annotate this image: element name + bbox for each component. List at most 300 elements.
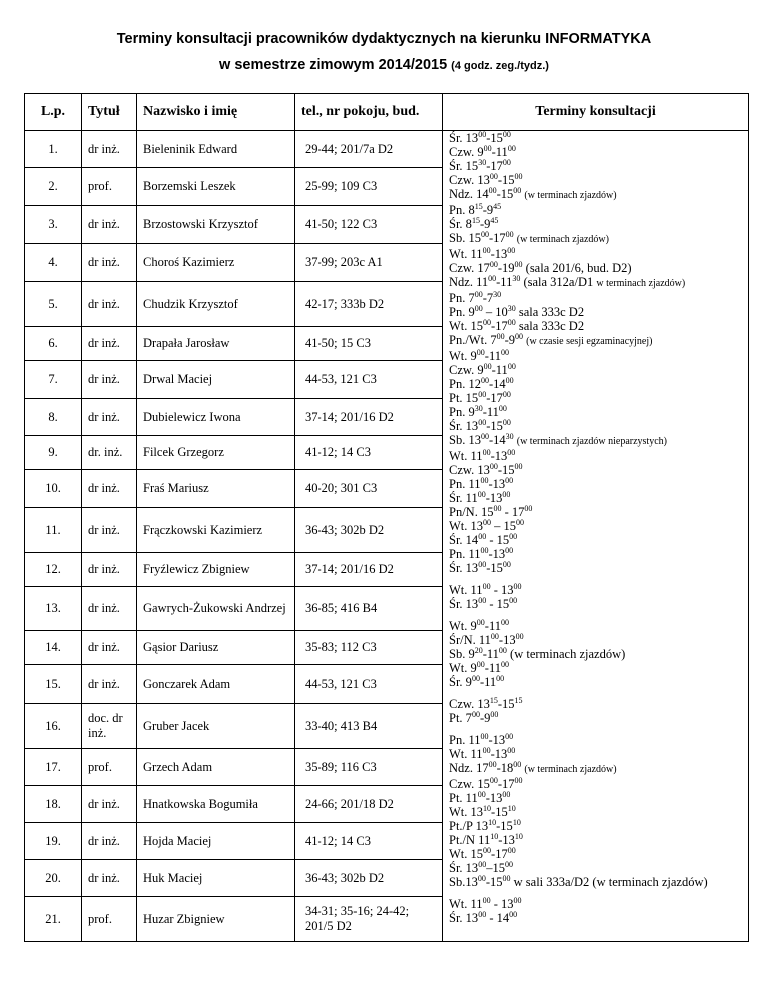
consultation-text: Pn. 11 [449,547,481,561]
consultation-text: Pn. 9 [449,305,475,319]
row-phone-room: 36-43; 302b D2 [295,508,443,553]
time-minutes: 10 [488,817,497,827]
row-phone-room: 44-53, 121 C3 [295,665,443,704]
consultation-text: Śr. 13 [449,861,479,875]
consultation-line [449,291,748,305]
time-minutes: 00 [513,581,522,591]
time-minutes: 00 [478,859,487,869]
time-minutes: 10 [507,803,516,813]
time-minutes: 00 [476,617,485,627]
consultation-text: (sala 201/6, bud. D2) [522,261,632,275]
consultation-text: -13 [485,791,503,805]
consultation-text: Pn. 11 [449,477,481,491]
time-minutes: 00 [513,185,522,195]
consultation-text: -9 [504,333,515,347]
consultation-line [449,377,748,391]
consultation-line [449,847,748,861]
consultation-line [449,833,748,847]
time-minutes: 00 [502,157,511,167]
consultation-text: - 13 [490,583,514,597]
consultation-text: Śr. 13 [449,911,479,925]
time-minutes: 00 [524,503,533,513]
row-phone-room: 37-14; 201/16 D2 [295,553,443,587]
consultation-text: -15 [496,819,513,833]
time-minutes: 00 [478,909,487,919]
consultation-text: -7 [482,291,494,305]
consultation-text: Czw. 13 [449,463,490,477]
time-minutes: 30 [505,431,514,441]
consultation-text: –15 [486,861,505,875]
consultation-line [449,275,748,291]
time-minutes: 00 [489,259,498,269]
time-minutes: 00 [505,375,514,385]
consultation-line [449,761,748,777]
row-title: dr inż. [82,860,137,897]
time-minutes: 00 [500,617,509,627]
time-minutes: 00 [502,389,511,399]
row-lp: 9. [25,436,82,470]
consultation-line [449,561,748,575]
row-name: Fryźlewicz Zbigniew [137,553,295,587]
consultation-line [449,533,748,547]
row-phone-room: 40-20; 301 C3 [295,470,443,508]
time-minutes: 00 [509,909,518,919]
row-title: prof. [82,168,137,206]
consultation-text: (w terminach zjazdów) [524,190,617,201]
time-minutes: 00 [507,143,516,153]
time-minutes: 15 [489,695,498,705]
time-minutes: 00 [483,517,492,527]
time-minutes: 00 [478,559,487,569]
time-minutes: 00 [498,645,507,655]
row-phone-room: 24-66; 201/18 D2 [295,786,443,823]
consultation-text: sala 333c D2 [515,319,585,333]
consultation-text: -9 [482,203,494,217]
row-lp: 6. [25,327,82,361]
header-consultation-terms: Terminy konsultacji [443,94,749,131]
consultation-line [449,217,748,231]
time-minutes: 00 [507,447,516,457]
consultation-text: Pn./Wt. 7 [449,333,497,347]
time-minutes: 15 [514,695,523,705]
consultation-text: -15 [497,697,515,711]
row-title: dr. inż. [82,436,137,470]
consultation-text: w sali 333a/D2 (w terminach zjazdów) [510,875,708,889]
row-phone-room: 34-31; 35-16; 24-42; 201/5 D2 [295,897,443,942]
time-minutes: 00 [489,775,498,785]
time-minutes: 00 [477,789,486,799]
time-minutes: 00 [478,531,487,541]
consultation-line [449,319,748,333]
consultation-line [449,305,748,319]
header-phone-room: tel., nr pokoju, bud. [295,94,443,131]
row-name: Dubielewicz Iwona [137,399,295,436]
time-minutes: 15 [471,215,480,225]
time-minutes: 00 [513,895,522,905]
consultation-line [449,547,748,561]
time-minutes: 15 [474,201,483,211]
time-minutes: 00 [490,709,499,719]
row-phone-room: 41-12; 14 C3 [295,436,443,470]
consultation-text: - 15 [486,597,510,611]
consultation-text: -15 [491,805,508,819]
time-minutes: 00 [471,709,480,719]
time-minutes: 00 [480,731,489,741]
consultation-line [449,711,748,725]
time-minutes: 00 [496,673,505,683]
consultation-text: -15 [496,187,514,201]
consultation-line [449,405,748,419]
consultation-text: Wt. 11 [449,747,483,761]
time-minutes: 00 [507,745,516,755]
row-lp: 10. [25,470,82,508]
row-phone-room: 42-17; 333b D2 [295,282,443,327]
row-lp: 16. [25,704,82,749]
consultation-text: -13 [488,547,506,561]
consultation-text: -9 [479,711,491,725]
consultation-line [449,349,748,363]
time-minutes: 00 [509,595,518,605]
consultation-text: -11 [491,363,508,377]
consultation-line [449,575,748,583]
row-title: dr inż. [82,361,137,399]
time-minutes: 00 [516,517,525,527]
row-name: Huk Maciej [137,860,295,897]
row-phone-room: 37-14; 201/16 D2 [295,399,443,436]
consultation-text: Śr. 13 [449,131,479,145]
row-name: Grzech Adam [137,749,295,786]
row-lp: 17. [25,749,82,786]
consultation-text: Czw. 9 [449,145,484,159]
row-name: Huzar Zbigniew [137,897,295,942]
consultation-text: Wt. 11 [449,247,483,261]
consultation-text: (w terminach zjazdów) [524,764,617,775]
time-minutes: 00 [502,129,511,139]
header-name: Nazwisko i imię [137,94,295,131]
time-minutes: 00 [477,873,486,883]
consultation-line [449,791,748,805]
consultation-text: -15 [485,875,503,889]
consultation-text: -13 [498,633,516,647]
row-title: prof. [82,897,137,942]
consultation-text: - 17 [501,505,525,519]
consultation-text: -13 [498,833,515,847]
row-title: dr inż. [82,399,137,436]
consultation-text: Czw. 9 [449,363,484,377]
time-minutes: 00 [474,303,483,313]
row-phone-room: 41-50; 122 C3 [295,206,443,244]
consultation-text: Wt. 15 [449,847,484,861]
row-lp: 13. [25,587,82,631]
consultation-text: sala 333c D2 [515,305,585,319]
time-minutes: 00 [502,873,511,883]
time-minutes: 30 [478,157,487,167]
row-name: Choroś Kazimierz [137,244,295,282]
row-name: Gawrych-Żukowski Andrzej [137,587,295,631]
time-minutes: 00 [500,347,509,357]
consultation-text: -15 [486,561,503,575]
consultation-text: Śr. 13 [449,419,479,433]
time-minutes: 00 [513,759,522,769]
consultation-text: Śr. 11 [449,491,478,505]
time-minutes: 00 [478,129,487,139]
consultation-line [449,675,748,689]
consultation-text: Pt./N 11 [449,833,491,847]
consultation-text: Pn. 11 [449,733,481,747]
consultation-text: – 15 [491,519,517,533]
semester-label: w semestrze zimowym 2014/2015 [219,57,448,73]
time-minutes: 00 [488,759,497,769]
consultation-text: -17 [491,319,508,333]
consultation-text: -13 [485,491,503,505]
consultation-text: Pn. 7 [449,291,475,305]
row-lp: 5. [25,282,82,327]
row-name: Drwal Maciej [137,361,295,399]
row-lp: 11. [25,508,82,553]
row-phone-room: 41-12; 14 C3 [295,823,443,860]
row-title: dr inż. [82,206,137,244]
time-minutes: 00 [514,461,523,471]
row-name: Hojda Maciej [137,823,295,860]
consultation-text: -14 [488,433,506,447]
row-name: Gruber Jacek [137,704,295,749]
consultation-text: Pt. 15 [449,391,479,405]
time-minutes: 00 [482,895,491,905]
row-lp: 15. [25,665,82,704]
row-phone-room: 25-99; 109 C3 [295,168,443,206]
consultation-line [449,519,748,533]
consultation-text: -15 [497,173,515,187]
time-minutes: 00 [505,731,514,741]
row-phone-room: 44-53, 121 C3 [295,361,443,399]
row-title: dr inż. [82,665,137,704]
consultation-text: Wt. 11 [449,897,483,911]
consultation-text: Sb. 9 [449,647,475,661]
time-minutes: 00 [502,789,511,799]
consultation-line [449,187,748,203]
time-minutes: 00 [515,631,524,641]
row-lp: 3. [25,206,82,244]
row-phone-room: 33-40; 413 B4 [295,704,443,749]
time-minutes: 00 [502,489,511,499]
consultation-text: Sb. 15 [449,231,481,245]
consultation-text: (w czasie sesji egzaminacyjnej) [526,336,653,347]
consultation-text: Wt. 13 [449,519,484,533]
consultation-line [449,777,748,791]
consultation-text: -17 [488,231,506,245]
row-name: Brzostowski Krzysztof [137,206,295,244]
time-minutes: 00 [514,259,523,269]
consultation-line [449,897,748,911]
consultation-text: w terminach zjazdów) [596,278,686,289]
consultation-text: Śr. 13 [449,561,479,575]
time-minutes: 00 [488,273,497,283]
time-minutes: 00 [476,347,485,357]
time-minutes: 00 [505,229,514,239]
consultation-text: Śr/N. 11 [449,633,491,647]
time-minutes: 00 [476,659,485,669]
hours-note: (4 godz. zeg./tydz.) [451,60,549,72]
header-lp: L.p. [25,94,82,131]
consultation-text: Pn. 8 [449,203,475,217]
consultation-text: Pt. 11 [449,791,478,805]
row-title: dr inż. [82,786,137,823]
consultation-text: -15 [486,131,503,145]
time-minutes: 00 [482,245,491,255]
consultation-text: -11 [484,349,501,363]
time-minutes: 00 [515,331,523,341]
row-lp: 4. [25,244,82,282]
row-name: Gąsior Dariusz [137,631,295,665]
row-lp: 2. [25,168,82,206]
time-minutes: 20 [474,645,483,655]
consultation-line [449,131,748,145]
document-title: Terminy konsultacji pracowników dydaktycznych na kierunku INFORMATYKA [116,31,652,47]
time-minutes: 00 [471,673,480,683]
consultation-text: -17 [497,777,515,791]
time-minutes: 00 [502,559,511,569]
consultation-text: (sala 312a/D1 [520,275,597,289]
time-minutes: 00 [489,171,498,181]
consultation-text: -9 [479,217,491,231]
consultation-text: Ndz. 17 [449,761,489,775]
consultation-line [449,477,748,491]
time-minutes: 00 [496,331,505,341]
consultation-text: Czw. 13 [449,173,490,187]
row-phone-room: 36-43; 302b D2 [295,860,443,897]
consultation-line [449,661,748,675]
consultation-text: Sb.13 [449,875,478,889]
consultation-text: (w terminach zjazdów) [506,647,626,661]
row-name: Bieleninik Edward [137,131,295,168]
time-minutes: 00 [509,531,518,541]
row-title: dr inż. [82,508,137,553]
time-minutes: 00 [483,845,492,855]
time-minutes: 00 [483,317,492,327]
time-minutes: 00 [480,375,489,385]
row-name: Fraś Mariusz [137,470,295,508]
consultation-line [449,363,748,377]
time-minutes: 30 [512,273,521,283]
consultation-text: Wt. 15 [449,319,484,333]
row-name: Hnatkowska Bogumiła [137,786,295,823]
row-phone-room: 37-99; 203c A1 [295,244,443,282]
time-minutes: 30 [474,403,483,413]
consultation-line [449,391,748,405]
row-title: prof. [82,749,137,786]
consultation-line [449,611,748,619]
row-name: Drapała Jarosław [137,327,295,361]
consultation-line [449,647,748,661]
consultation-text: -13 [488,733,506,747]
consultation-text: Śr. 14 [449,533,479,547]
time-minutes: 00 [480,229,489,239]
consultation-text: -17 [491,847,508,861]
time-minutes: 00 [483,143,492,153]
time-minutes: 10 [512,817,521,827]
time-minutes: 00 [482,745,491,755]
row-title: dr inż. [82,244,137,282]
time-minutes: 00 [477,489,486,499]
row-title: dr inż. [82,553,137,587]
row-lp: 14. [25,631,82,665]
consultation-text: Pn. 9 [449,405,475,419]
consultation-line [449,333,748,349]
time-minutes: 00 [478,595,487,605]
table-header-row [25,94,749,131]
time-minutes: 10 [490,831,499,841]
consultation-text: -15 [486,419,503,433]
consultation-text: Czw. 17 [449,261,490,275]
consultation-line [449,583,748,597]
time-minutes: 00 [507,845,516,855]
consultation-text: - 13 [490,897,514,911]
consultation-text: Czw. 15 [449,777,490,791]
consultation-text: -11 [484,619,501,633]
consultation-text: -15 [497,463,515,477]
time-minutes: 30 [507,303,516,313]
row-lp: 7. [25,361,82,399]
consultation-text: -17 [486,391,503,405]
row-phone-room: 29-44; 201/7a D2 [295,131,443,168]
time-minutes: 10 [483,803,492,813]
consultation-text: Sb. 13 [449,433,481,447]
table-body [25,131,749,942]
time-minutes: 00 [480,475,489,485]
row-lp: 1. [25,131,82,168]
row-title: dr inż. [82,282,137,327]
time-minutes: 00 [480,545,489,555]
time-minutes: 00 [474,289,483,299]
consultation-text: Czw. 13 [449,697,490,711]
consultation-text: Wt. 9 [449,619,477,633]
consultation-text: Śr. 15 [449,159,479,173]
consultation-line [449,505,748,519]
consultation-text: -17 [486,159,503,173]
consultation-text: Pt. 7 [449,711,472,725]
row-phone-room: 41-50; 15 C3 [295,327,443,361]
consultation-text: -11 [484,661,501,675]
time-minutes: 00 [507,317,516,327]
time-minutes: 00 [514,775,523,785]
row-phone-room: 36-85; 416 B4 [295,587,443,631]
row-phone-room: 35-89; 116 C3 [295,749,443,786]
time-minutes: 00 [514,171,523,181]
time-minutes: 00 [490,631,499,641]
row-lp: 18. [25,786,82,823]
consultation-text: Wt. 11 [449,449,483,463]
consultation-text: -18 [496,761,514,775]
time-minutes: 30 [493,289,502,299]
consultation-line [449,419,748,433]
document-subtitle [0,57,768,73]
consultation-line [449,231,748,247]
time-minutes: 45 [490,215,499,225]
consultation-line [449,861,748,875]
consultation-text: -14 [488,377,506,391]
time-minutes: 00 [493,503,502,513]
row-phone-room: 35-83; 112 C3 [295,631,443,665]
time-minutes: 00 [488,185,497,195]
time-minutes: 00 [504,859,513,869]
consultation-text: Wt. 9 [449,349,477,363]
consultation-text: Ndz. 11 [449,275,489,289]
time-minutes: 00 [489,461,498,471]
consultation-line [449,911,748,925]
consultation-text: -11 [482,647,499,661]
consultation-line [449,145,748,159]
consultation-text: Wt. 9 [449,661,477,675]
